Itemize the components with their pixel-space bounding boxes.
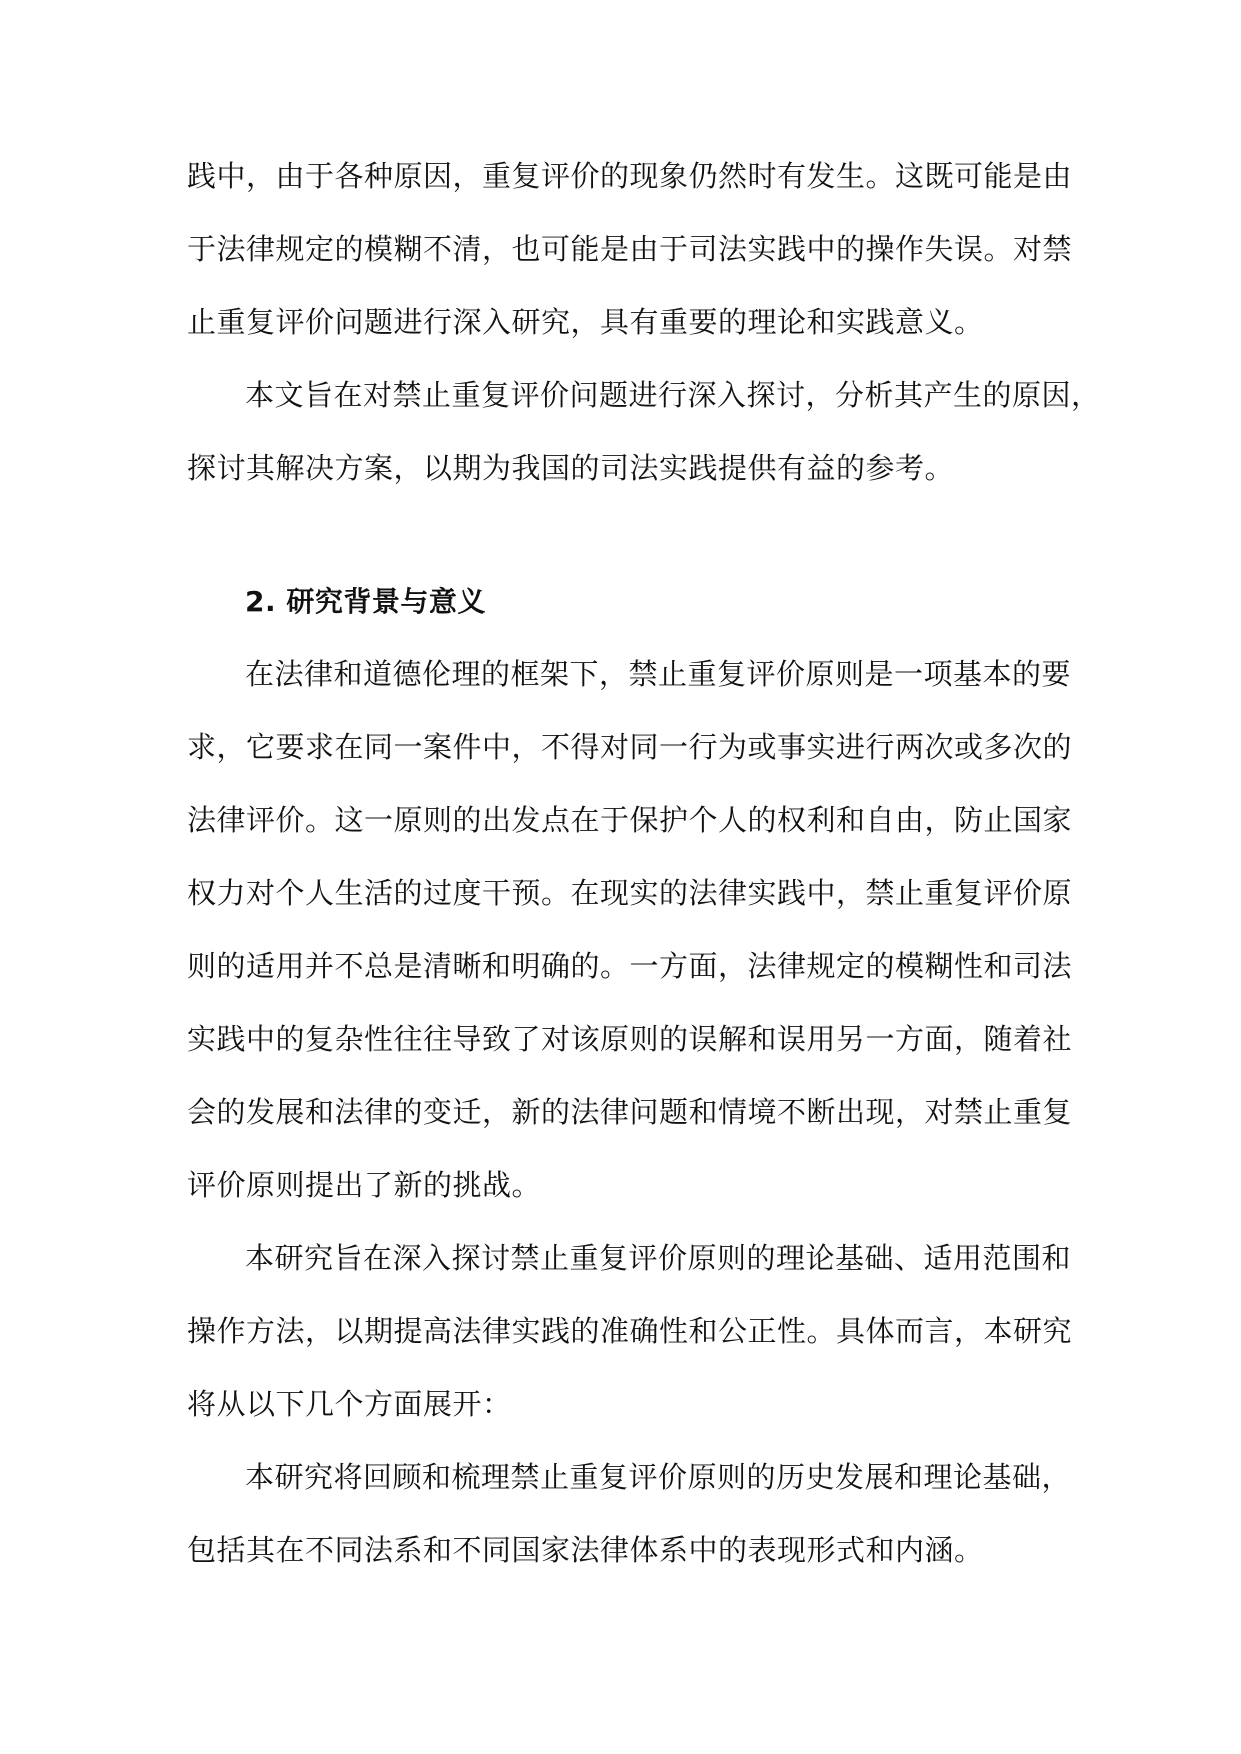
text-line: 求，它要求在同一案件中，不得对同一行为或事实进行两次或多次的 — [187, 730, 1073, 764]
text-line: 于法律规定的模糊不清，也可能是由于司法实践中的操作失误。对禁 — [187, 232, 1073, 266]
text-line: 权力对个人生活的过度干预。在现实的法律实践中，禁止重复评价原 — [187, 876, 1073, 910]
text-line: 则的适用并不总是清晰和明确的。一方面，法律规定的模糊性和司法 — [187, 949, 1073, 983]
paragraph — [187, 1441, 1072, 1587]
document-body — [187, 140, 1101, 1587]
text-line: 评价原则提出了新的挑战。 — [187, 1168, 542, 1202]
paragraph-continued — [187, 140, 1073, 359]
section-gap — [187, 505, 1053, 565]
text-line: 本文旨在对禁止重复评价问题进行深入探讨，分析其产生的原因， — [245, 378, 1101, 412]
text-line: 将从以下几个方面展开： — [187, 1387, 512, 1421]
section-heading: 2. 研究背景与意义 — [245, 585, 486, 618]
text-line: 会的发展和法律的变迁，新的法律问题和情境不断出现，对禁止重复 — [187, 1095, 1073, 1129]
text-line: 本研究将回顾和梳理禁止重复评价原则的历史发展和理论基础， — [245, 1460, 1072, 1494]
text-line: 止重复评价问题进行深入研究，具有重要的理论和实践意义。 — [187, 305, 984, 339]
text-line: 践中，由于各种原因，重复评价的现象仍然时有发生。这既可能是由 — [187, 159, 1073, 193]
text-line: 实践中的复杂性往往导致了对该原则的误解和误用另一方面，随着社 — [187, 1022, 1073, 1056]
text-line: 探讨其解决方案，以期为我国的司法实践提供有益的参考。 — [187, 451, 955, 485]
paragraph — [187, 1222, 1073, 1441]
text-line: 操作方法，以期提高法律实践的准确性和公正性。具体而言，本研究 — [187, 1314, 1073, 1348]
paragraph — [187, 638, 1073, 1222]
text-line: 法律评价。这一原则的出发点在于保护个人的权利和自由，防止国家 — [187, 803, 1073, 837]
text-line: 包括其在不同法系和不同国家法律体系中的表现形式和内涵。 — [187, 1533, 984, 1567]
text-line: 在法律和道德伦理的框架下，禁止重复评价原则是一项基本的要 — [245, 657, 1072, 691]
text-line: 本研究旨在深入探讨禁止重复评价原则的理论基础、适用范围和 — [245, 1241, 1072, 1275]
paragraph — [187, 359, 1101, 505]
